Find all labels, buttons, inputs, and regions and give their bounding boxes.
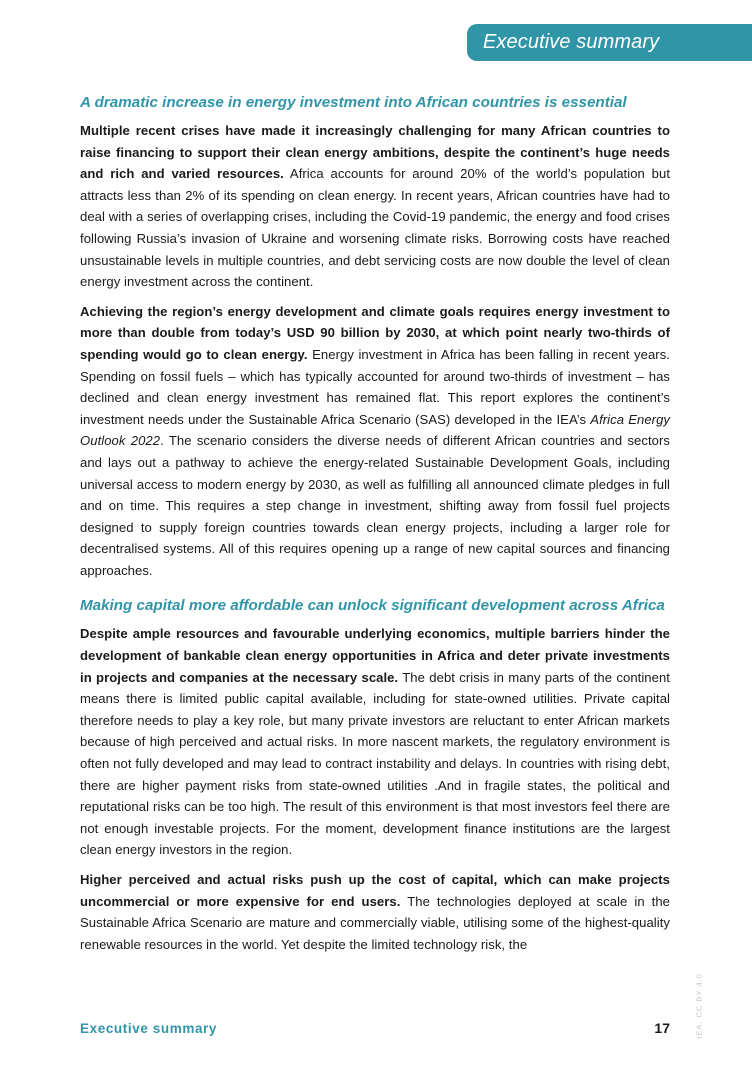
paragraph-lead: Multiple recent crises have made it increasingly challenging for many African countries to raise financing to support their clean energy ambitions, despite the continent’s huge needs and rich and varied resources. <box>80 123 670 182</box>
page-number: 17 <box>654 1020 670 1036</box>
paragraph-recent-crises <box>80 120 670 293</box>
section-heading-investment-increase: A dramatic increase in energy investment into African countries is essential <box>80 94 627 111</box>
section-heading-affordable-capital: Making capital more affordable can unlock significant development across Africa <box>80 597 665 615</box>
page-content <box>80 90 670 963</box>
paragraph-investment-double <box>80 301 670 582</box>
paragraph-body: The technologies deployed at scale in the Sustainable Africa Scenario are mature and commercially viable, utilising some of the highest-quality renewable resources in the world. Yet despite the limited technology risk, the <box>80 893 671 952</box>
paragraph-body: The debt crisis in many parts of the continent means there is limited public capital available, including for state-owned utilities. Private capital therefore needs to play a key role, but many private investors are reluctant to enter African markets because of high perceived and actual risks. In more nascent markets, the regulatory environment is often not fully developed and may lead to contract instability and delays. In countries with rising debt, there are higher payment risks from state-owned utilities .And in fragile states, the political and reputational risks can be too high. The result of this environment is that most investors feel there are not enough investable projects. For the moment, development finance institutions are the largest clean energy investors in the region. <box>80 669 670 858</box>
paragraph-barriers <box>80 623 670 861</box>
paragraph-body: Energy investment in Africa has been falling in recent years. Spending on fossil fuels – which has typically accounted for around two-thirds of investment – has declined and clean energy investment has remained flat. This report explores the continent’s investment needs under the Sustainable Africa Scenario (SAS) developed in the IEA’s <box>80 346 670 427</box>
footer-section-label: Executive summary <box>80 1021 218 1036</box>
header-banner-title: Executive summary <box>483 31 660 53</box>
paragraph-cost-of-capital <box>80 869 670 955</box>
paragraph-lead: Higher perceived and actual risks push up the cost of capital, which can make projects uncommercial or more expensive for end users. <box>80 872 670 909</box>
header-banner <box>467 24 752 61</box>
license-notice: IEA. CC BY 4.0 <box>694 973 704 1039</box>
paragraph-lead: Despite ample resources and favourable underlying economics, multiple barriers hinder the development of bankable clean energy opportunities in Africa and deter private investments in projects and companies at the necessary scale. <box>80 626 670 685</box>
paragraph-body: . The scenario considers the diverse needs of different African countries and sectors and lays out a pathway to achieve the energy-related Sustainable Development Goals, including universal access to modern energy by 2030, as well as fulfilling all announced climate pledges in full and on time. This requires a step change in investment, shifting away from fossil fuel projects designed to supply foreign countries towards clean energy projects, including a larger role for decentralised systems. All of this requires opening up a range of new capital sources and financing approaches. <box>80 433 670 578</box>
paragraph-lead: Achieving the region’s energy development and climate goals requires energy investment to more than double from today’s USD 90 billion by 2030, at which point nearly two-thirds of spending would go to clean energy. <box>80 303 670 362</box>
publication-title: Africa Energy Outlook 2022 <box>80 411 671 449</box>
paragraph-body: Africa accounts for around 20% of the world’s population but attracts less than 2% of its spending on clean energy. In recent years, African countries have had to deal with a series of overlapping crises, including the Covid-19 pandemic, the energy and food crises following Russia’s invasion of Ukraine and worsening climate risks. Borrowing costs have reached unsustainable levels in multiple countries, and debt servicing costs are now double the level of clean energy investment across the continent. <box>80 166 671 290</box>
